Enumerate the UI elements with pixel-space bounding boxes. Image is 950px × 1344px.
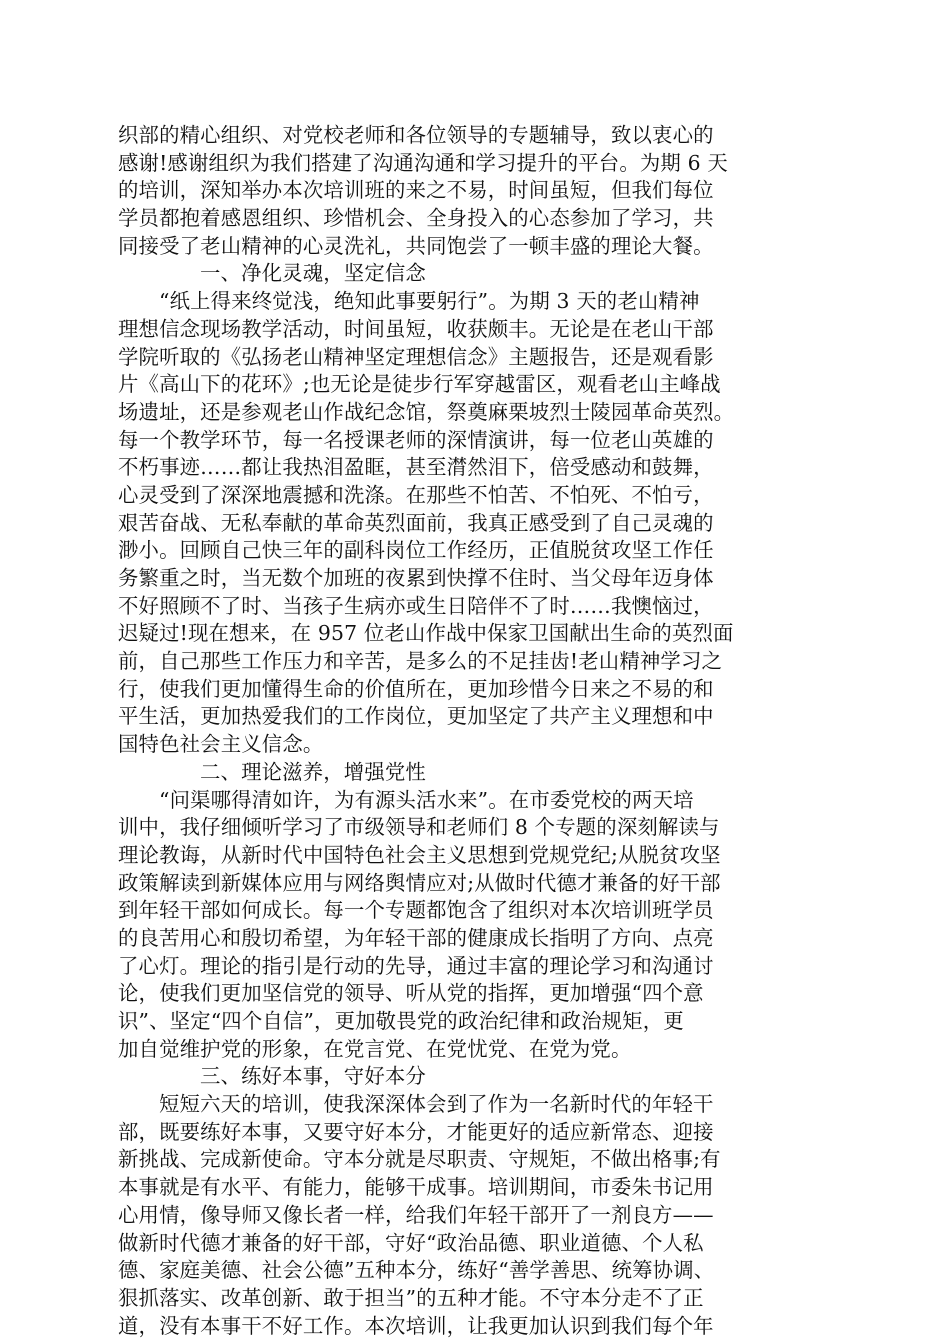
text-line: 的培训，深知举办本次培训班的来之不易，时间虽短，但我们每位 bbox=[118, 178, 714, 203]
text-line: 新挑战、完成新使命。守本分就是尽职责、守规矩，不做出格事;有 bbox=[118, 1147, 721, 1172]
text-line: 狠抓落实、改革创新、敢于担当”的五种才能。不守本分走不了正 bbox=[118, 1285, 704, 1310]
text-line: 了心灯。理论的指引是行动的先导，通过丰富的理论学习和沟通讨 bbox=[118, 953, 714, 978]
text-line: 渺小。回顾自己快三年的副科岗位工作经历，正值脱贫攻坚工作任 bbox=[118, 538, 714, 563]
text-line: 论，使我们更加坚信党的领导、听从党的指挥，更加增强“四个意 bbox=[118, 981, 704, 1006]
text-line: 短短六天的培训，使我深深体会到了作为一名新时代的年轻干 bbox=[159, 1092, 714, 1117]
text-line: 理想信念现场教学活动，时间虽短，收获颇丰。无论是在老山干部 bbox=[118, 316, 714, 341]
text-line: 织部的精心组织、对党校老师和各位领导的专题辅导，致以衷心的 bbox=[118, 123, 714, 147]
text-line: 艰苦奋战、无私奉献的革命英烈面前，我真正感受到了自己灵魂的 bbox=[118, 510, 714, 535]
section-3-paragraph bbox=[118, 1091, 838, 1340]
text-line: 同接受了老山精神的心灵洗礼，共同饱尝了一顿丰盛的理论大餐。 bbox=[118, 233, 714, 258]
text-line: 德、家庭美德、社会公德”五种本分，练好“善学善思、统筹协调、 bbox=[118, 1258, 715, 1283]
section-heading-2: 二、理论滋养，增强党性 bbox=[200, 759, 426, 784]
text-line: 前，自己那些工作压力和辛苦，是多么的不足挂齿!老山精神学习之 bbox=[118, 649, 723, 674]
text-line: 场遗址，还是参观老山作战纪念馆，祭奠麻栗坡烈士陵园革命英烈。 bbox=[118, 399, 735, 424]
text-line: 训中，我仔细倾听学习了市级领导和老师们 8 个专题的深刻解读与 bbox=[118, 815, 720, 840]
text-line: 部，既要练好本事，又要守好本分，才能更好的适应新常态、迎接 bbox=[118, 1119, 714, 1144]
text-line: 到年轻干部如何成长。每一个专题都饱含了组织对本次培训班学员 bbox=[118, 898, 714, 923]
text-line: 学员都抱着感恩组织、珍惜机会、全身投入的心态参加了学习，共 bbox=[118, 206, 714, 231]
text-line: 政策解读到新媒体应用与网络舆情应对;从做时代德才兼备的好干部 bbox=[118, 870, 721, 895]
text-line: 国特色社会主义信念。 bbox=[118, 732, 324, 757]
text-line: 加自觉维护党的形象，在党言党、在党忧党、在党为党。 bbox=[118, 1036, 632, 1061]
text-line: “问渠哪得清如许，为有源头活水来”。在市委党校的两天培 bbox=[159, 787, 694, 812]
section-heading-3: 三、练好本事，守好本分 bbox=[200, 1064, 426, 1089]
text-line: 不好照顾不了时、当孩子生病亦或生日陪伴不了时……我懊恼过， bbox=[118, 593, 714, 618]
document-body bbox=[118, 122, 838, 1340]
text-line: 道，没有本事干不好工作。本次培训，让我更加认识到我们每个年 bbox=[118, 1313, 714, 1338]
text-line: 的良苦用心和殷切希望，为年轻干部的健康成长指明了方向、点亮 bbox=[118, 925, 714, 950]
text-line: 行，使我们更加懂得生命的价值所在，更加珍惜今日来之不易的和 bbox=[118, 676, 714, 701]
text-line: 学院听取的《弘扬老山精神坚定理想信念》主题报告，还是观看影 bbox=[118, 344, 714, 369]
text-line: 不朽事迹……都让我热泪盈眶，甚至潸然泪下，倍受感动和鼓舞， bbox=[118, 455, 714, 480]
intro-paragraph bbox=[118, 122, 838, 260]
text-line: 平生活，更加热爱我们的工作岗位，更加坚定了共产主义理想和中 bbox=[118, 704, 714, 729]
text-line: 识”、坚定“四个自信”，更加敬畏党的政治纪律和政治规矩，更 bbox=[118, 1009, 684, 1033]
text-line: 理论教诲，从新时代中国特色社会主义思想到党规党纪;从脱贫攻坚 bbox=[118, 842, 721, 867]
text-line: “纸上得来终觉浅，绝知此事要躬行”。为期 3 天的老山精神 bbox=[159, 289, 700, 314]
text-line: 做新时代德才兼备的好干部，守好“政治品德、职业道德、个人私 bbox=[118, 1230, 704, 1255]
text-line: 迟疑过!现在想来，在 957 位老山作战中保家卫国献出生命的英烈面 bbox=[118, 621, 734, 646]
section-heading-1: 一、净化灵魂，坚定信念 bbox=[200, 261, 426, 286]
text-line: 片《高山下的花环》;也无论是徒步行军穿越雷区，观看老山主峰战 bbox=[118, 372, 721, 397]
section-1-paragraph bbox=[118, 288, 838, 759]
text-line: 务繁重之时，当无数个加班的夜累到快撑不住时、当父母年迈身体 bbox=[118, 566, 714, 590]
text-line: 心灵受到了深深地震撼和洗涤。在那些不怕苦、不怕死、不怕亏， bbox=[118, 482, 714, 507]
text-line: 感谢!感谢组织为我们搭建了沟通沟通和学习提升的平台。为期 6 天 bbox=[118, 150, 728, 175]
text-line: 本事就是有水平、有能力，能够干成事。培训期间，市委朱书记用 bbox=[118, 1175, 714, 1200]
text-line: 心用情，像导师又像长者一样，给我们年轻干部开了一剂良方—— bbox=[118, 1202, 714, 1227]
section-2-paragraph bbox=[118, 787, 838, 1064]
text-line: 每一个教学环节，每一名授课老师的深情演讲，每一位老山英雄的 bbox=[118, 427, 714, 452]
